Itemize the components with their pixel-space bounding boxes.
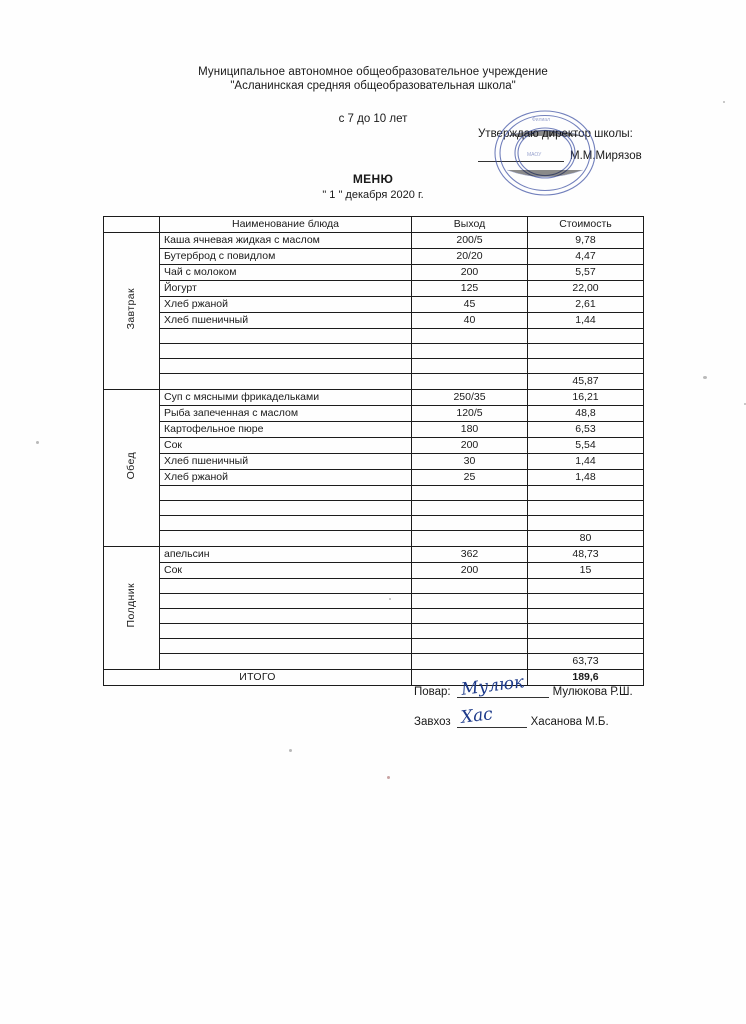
approval-signature-row bbox=[478, 149, 642, 162]
dish-name bbox=[160, 486, 412, 501]
menu-table bbox=[103, 216, 644, 686]
dish-name bbox=[160, 594, 412, 609]
dish-cost: 1,44 bbox=[528, 313, 644, 329]
dish-name bbox=[160, 329, 412, 344]
section-total-breakfast: 45,87 bbox=[528, 374, 644, 390]
section-total-output bbox=[412, 654, 528, 670]
svg-text:МАОУ: МАОУ bbox=[527, 152, 542, 158]
section-total-row bbox=[104, 654, 644, 670]
menu-title: МЕНЮ bbox=[352, 172, 394, 186]
table-row bbox=[104, 624, 644, 639]
table-row bbox=[104, 639, 644, 654]
table-row bbox=[104, 406, 644, 422]
dish-output: 180 bbox=[412, 422, 528, 438]
signature-line-storekeeper bbox=[457, 704, 527, 728]
dish-cost bbox=[528, 501, 644, 516]
dish-name: Йогурт bbox=[160, 281, 412, 297]
section-total-snack: 63,73 bbox=[528, 654, 644, 670]
dish-cost bbox=[528, 594, 644, 609]
table-row bbox=[104, 486, 644, 501]
dish-output bbox=[412, 359, 528, 374]
table-row bbox=[104, 281, 644, 297]
meal-label-breakfast: Завтрак bbox=[104, 233, 160, 390]
dish-cost bbox=[528, 639, 644, 654]
table-row bbox=[104, 359, 644, 374]
grand-total-label: ИТОГО bbox=[104, 670, 412, 686]
table-row bbox=[104, 547, 644, 563]
dish-output: 120/5 bbox=[412, 406, 528, 422]
dish-name: Хлеб ржаной bbox=[160, 470, 412, 486]
signature-line-cook bbox=[457, 672, 549, 700]
scan-speck bbox=[703, 376, 707, 379]
document-header bbox=[0, 66, 746, 92]
dish-cost bbox=[528, 579, 644, 594]
dish-name: Сок bbox=[160, 563, 412, 579]
scan-speck bbox=[723, 101, 725, 103]
approval-director-name: М.М.Мирязов bbox=[570, 150, 642, 162]
dish-cost: 4,47 bbox=[528, 249, 644, 265]
dish-cost: 5,57 bbox=[528, 265, 644, 281]
dish-name: Хлеб пшеничный bbox=[160, 454, 412, 470]
scan-speck bbox=[289, 749, 292, 752]
scan-speck bbox=[36, 441, 39, 444]
table-row bbox=[104, 297, 644, 313]
dish-name bbox=[160, 609, 412, 624]
table-row bbox=[104, 233, 644, 249]
signature-label-cook: Повар: bbox=[414, 686, 451, 698]
dish-cost: 5,54 bbox=[528, 438, 644, 454]
table-row bbox=[104, 329, 644, 344]
dish-cost bbox=[528, 609, 644, 624]
approval-label: Утверждаю директор школы: bbox=[478, 128, 633, 140]
table-row bbox=[104, 579, 644, 594]
dish-name: Каша ячневая жидкая с маслом bbox=[160, 233, 412, 249]
dish-output: 30 bbox=[412, 454, 528, 470]
dish-name: Сок bbox=[160, 438, 412, 454]
dish-output bbox=[412, 329, 528, 344]
dish-output bbox=[412, 624, 528, 639]
dish-name: Чай с молоком bbox=[160, 265, 412, 281]
table-row bbox=[104, 313, 644, 329]
dish-cost: 6,53 bbox=[528, 422, 644, 438]
dish-output: 45 bbox=[412, 297, 528, 313]
dish-name bbox=[160, 639, 412, 654]
dish-name: Рыба запеченная с маслом bbox=[160, 406, 412, 422]
section-total-row bbox=[104, 531, 644, 547]
dish-output bbox=[412, 594, 528, 609]
table-row bbox=[104, 563, 644, 579]
dish-cost bbox=[528, 359, 644, 374]
table-row bbox=[104, 249, 644, 265]
approval-block bbox=[478, 128, 642, 162]
scan-speck bbox=[389, 598, 391, 600]
dish-name: Картофельное пюре bbox=[160, 422, 412, 438]
table-row bbox=[104, 516, 644, 531]
table-row bbox=[104, 344, 644, 359]
column-header-cost: Стоимость bbox=[528, 217, 644, 233]
handwritten-signature-storekeeper: Хас bbox=[459, 704, 494, 728]
age-range-line: с 7 до 10 лет bbox=[338, 113, 408, 125]
grand-total-value: 189,6 bbox=[528, 670, 644, 686]
dish-output: 20/20 bbox=[412, 249, 528, 265]
dish-name: Суп с мясными фрикадельками bbox=[160, 390, 412, 406]
dish-cost: 9,78 bbox=[528, 233, 644, 249]
dish-cost: 15 bbox=[528, 563, 644, 579]
dish-name bbox=[160, 579, 412, 594]
dish-cost: 1,48 bbox=[528, 470, 644, 486]
dish-output: 40 bbox=[412, 313, 528, 329]
table-row bbox=[104, 438, 644, 454]
dish-name: апельсин bbox=[160, 547, 412, 563]
dish-output bbox=[412, 609, 528, 624]
section-total-spacer bbox=[160, 374, 412, 390]
dish-cost: 48,8 bbox=[528, 406, 644, 422]
dish-cost: 22,00 bbox=[528, 281, 644, 297]
dish-name: Бутерброд с повидлом bbox=[160, 249, 412, 265]
dish-cost bbox=[528, 344, 644, 359]
organization-line-2: "Асланинская средняя общеобразовательная школа" bbox=[230, 80, 516, 92]
table-row bbox=[104, 422, 644, 438]
dish-name: Хлеб ржаной bbox=[160, 297, 412, 313]
scan-speck bbox=[387, 776, 390, 779]
dish-output: 200 bbox=[412, 265, 528, 281]
dish-output: 200 bbox=[412, 438, 528, 454]
dish-output: 362 bbox=[412, 547, 528, 563]
table-row bbox=[104, 609, 644, 624]
section-total-row bbox=[104, 374, 644, 390]
dish-cost: 1,44 bbox=[528, 454, 644, 470]
table-row bbox=[104, 501, 644, 516]
dish-name bbox=[160, 624, 412, 639]
dish-name: Хлеб пшеничный bbox=[160, 313, 412, 329]
meal-label-lunch: Обед bbox=[104, 390, 160, 547]
dish-cost: 2,61 bbox=[528, 297, 644, 313]
section-total-lunch: 80 bbox=[528, 531, 644, 547]
dish-cost: 16,21 bbox=[528, 390, 644, 406]
dish-output: 25 bbox=[412, 470, 528, 486]
table-row bbox=[104, 470, 644, 486]
dish-output: 200/5 bbox=[412, 233, 528, 249]
section-total-output bbox=[412, 531, 528, 547]
dish-name bbox=[160, 359, 412, 374]
signature-name-storekeeper: Хасанова М.Б. bbox=[530, 716, 609, 728]
dish-output bbox=[412, 579, 528, 594]
dish-name bbox=[160, 516, 412, 531]
menu-table-container bbox=[103, 216, 643, 686]
organization-line-1: Муниципальное автономное общеобразовательное учреждение bbox=[198, 66, 548, 78]
dish-output: 250/35 bbox=[412, 390, 528, 406]
table-row bbox=[104, 390, 644, 406]
signature-row-storekeeper bbox=[414, 704, 633, 728]
dish-output bbox=[412, 486, 528, 501]
dish-output bbox=[412, 501, 528, 516]
dish-output bbox=[412, 344, 528, 359]
meal-label-snack: Полдник bbox=[104, 547, 160, 670]
dish-output bbox=[412, 639, 528, 654]
signature-name-cook: Мулюкова Р.Ш. bbox=[552, 686, 633, 698]
column-header-output: Выход bbox=[412, 217, 528, 233]
table-row bbox=[104, 594, 644, 609]
table-header-row bbox=[104, 217, 644, 233]
dish-cost bbox=[528, 486, 644, 501]
dish-name bbox=[160, 501, 412, 516]
menu-date: " 1 " декабря 2020 г. bbox=[322, 189, 424, 201]
column-header-dish: Наименование блюда bbox=[160, 217, 412, 233]
dish-cost bbox=[528, 329, 644, 344]
svg-text:Филиал: Филиал bbox=[532, 117, 551, 123]
signature-label-storekeeper: Завхоз bbox=[414, 716, 451, 728]
meal-column-header bbox=[104, 217, 160, 233]
dish-cost: 48,73 bbox=[528, 547, 644, 563]
table-row bbox=[104, 265, 644, 281]
dish-name bbox=[160, 344, 412, 359]
dish-output: 200 bbox=[412, 563, 528, 579]
dish-output bbox=[412, 516, 528, 531]
dish-cost bbox=[528, 624, 644, 639]
dish-cost bbox=[528, 516, 644, 531]
approval-signature-line bbox=[478, 149, 564, 162]
section-total-output bbox=[412, 374, 528, 390]
section-total-spacer bbox=[160, 531, 412, 547]
table-row bbox=[104, 454, 644, 470]
dish-output: 125 bbox=[412, 281, 528, 297]
section-total-spacer bbox=[160, 654, 412, 670]
handwritten-signature-cook: Мулюк bbox=[459, 672, 525, 700]
